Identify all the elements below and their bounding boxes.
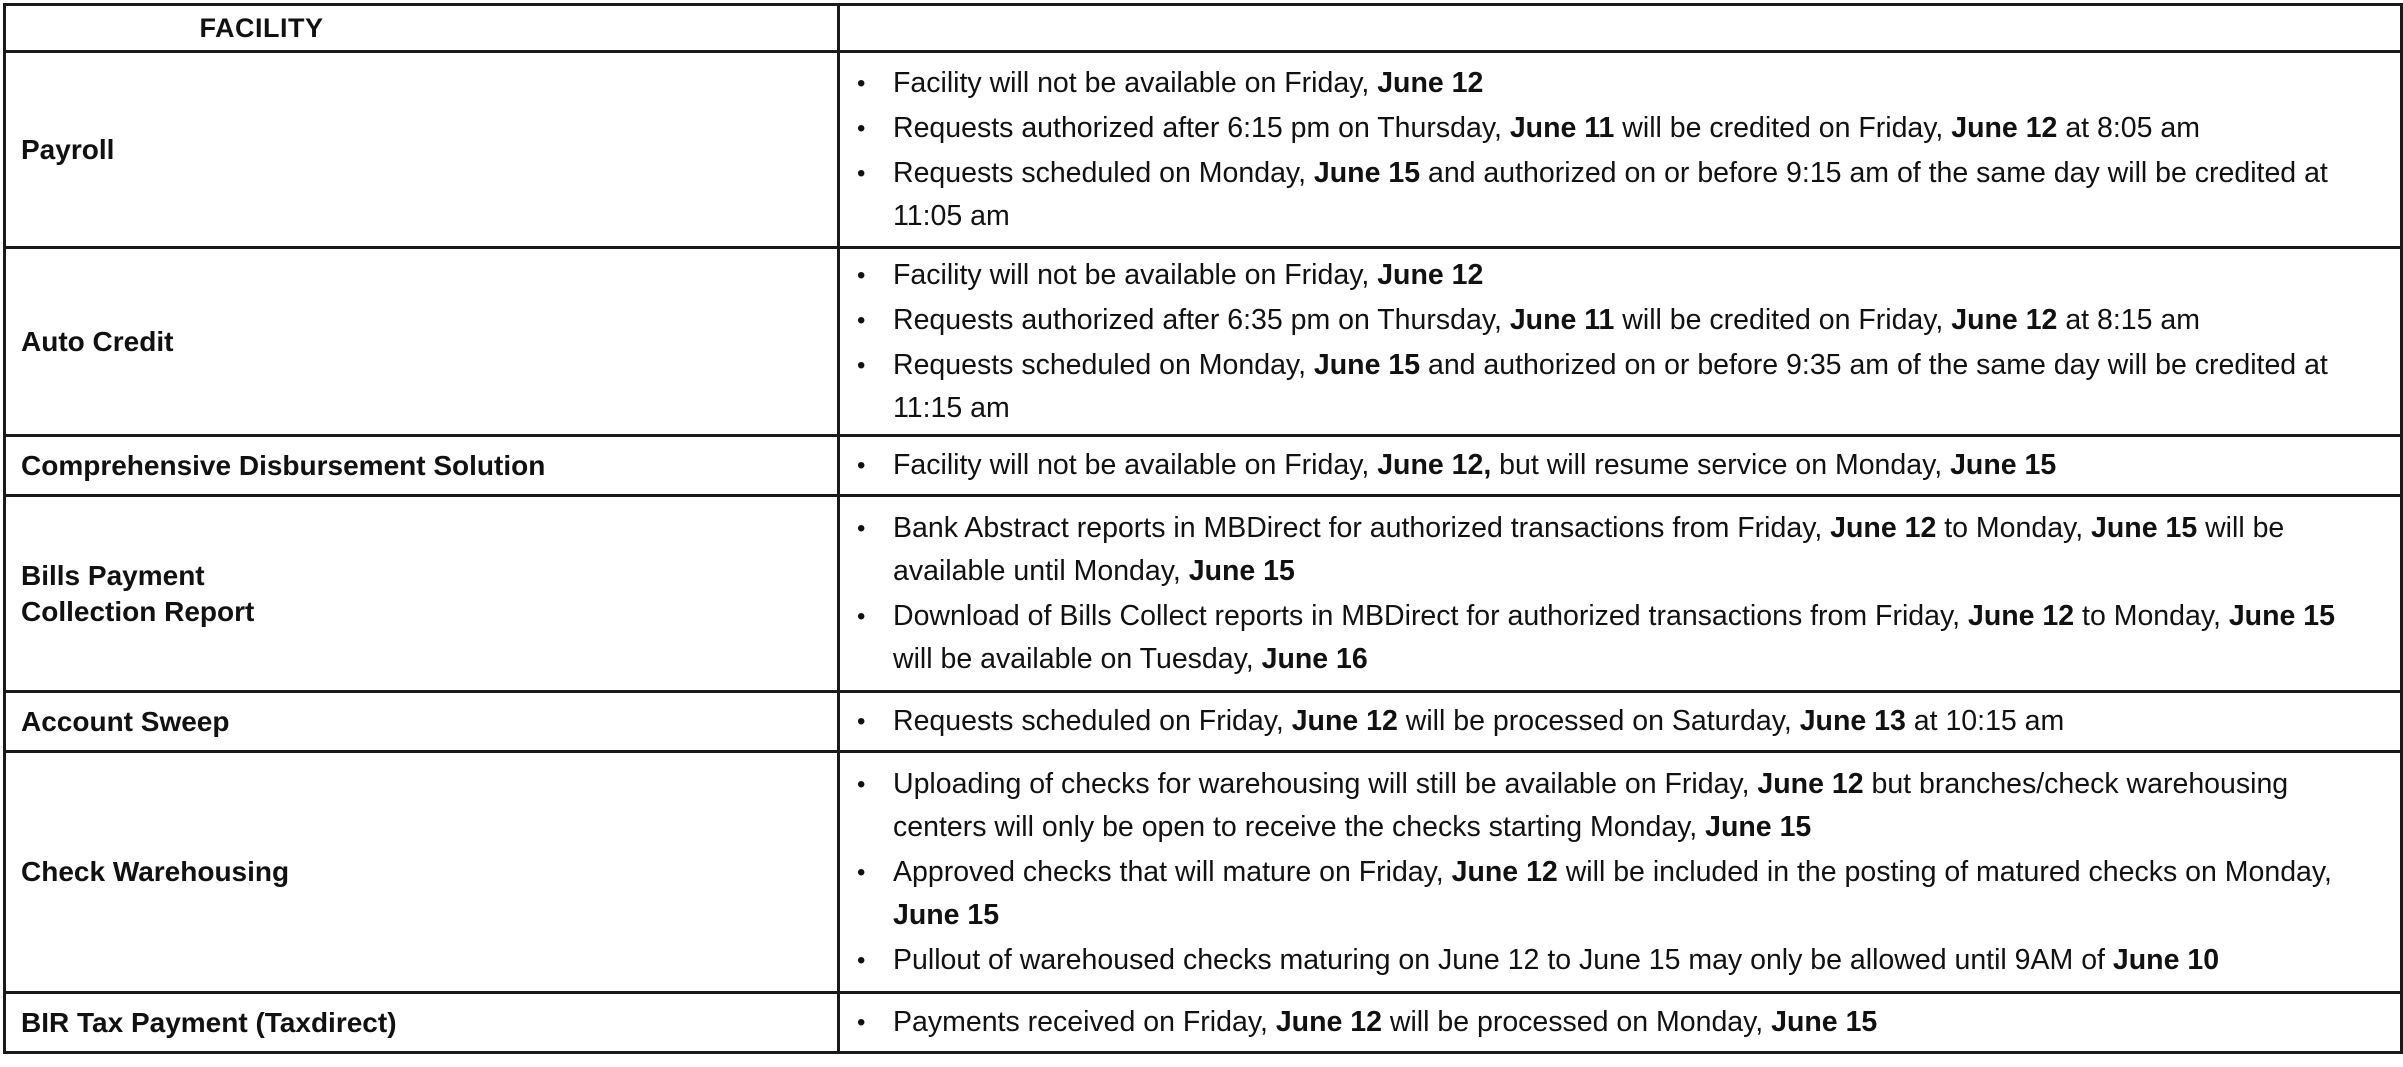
facility-name-bir-tax-payment [5,993,839,1053]
bullet-text: but will resume service on Monday, [1491,449,1951,481]
bullet-text: but branches/check warehousing centers will only be open to receive the checks starting Monday, [893,767,2289,843]
bullet-text: and authorized on or before 9:35 am of the same day will be credited at 11:15 am [893,348,2328,424]
date-emphasis: June 12 [1951,111,2058,144]
date-emphasis: June 12 [1951,303,2058,336]
bullet-text: to Monday, [1936,511,2092,544]
date-emphasis: June 12 [1377,66,1484,99]
date-emphasis: June 15 [2091,511,2198,544]
bullet-text: Requests authorized after 6:15 pm on Thursday, [893,111,1510,144]
date-emphasis: June 13 [1799,705,1906,737]
table-row [5,752,2402,993]
date-emphasis: June 12 [1291,705,1398,737]
table-header-row [5,5,2402,52]
facility-name-cds [5,436,839,496]
table-row [5,692,2402,752]
details-list [852,62,2370,238]
bullet-text: to Monday, [2074,599,2229,632]
bullet-text: Requests scheduled on Monday, [893,156,1314,189]
bullet-item [852,299,2370,342]
date-emphasis: June 15 [1313,156,1421,189]
table-row [5,496,2402,692]
facility-name-payroll [5,52,839,248]
date-emphasis: June 12 [1830,511,1937,544]
bullet-item [852,851,2370,937]
bullet-text: will be credited on Friday, [1614,111,1952,144]
bullet-item [852,700,2370,743]
bullet-text: will be included in the posting of matured checks on Monday, [1557,855,2332,888]
date-emphasis: June 11 [1509,303,1615,336]
bullet-text: Requests scheduled on Friday, [893,705,1292,737]
details-list [852,507,2370,681]
table-row [5,248,2402,436]
date-emphasis: June 15 [1313,348,1421,381]
facility-name-auto-credit [5,248,839,436]
date-emphasis: June 12 [1377,258,1484,291]
date-emphasis: June 12 [1275,1006,1382,1038]
table-row [5,993,2402,1053]
bullet-text: Download of Bills Collect reports in MBDirect for authorized transactions from Friday, [893,599,1968,632]
details-column-header [839,5,2402,52]
facility-name-line: Comprehensive Disbursement Solution [21,449,546,481]
bullet-text: Facility will not be available on Friday, [893,66,1378,99]
facility-details [839,496,2402,692]
table-row [5,436,2402,496]
bullet-text: Facility will not be available on Friday, [893,258,1378,291]
date-emphasis: June 15 [2228,599,2335,632]
bullet-item [852,763,2370,849]
bullet-item [852,507,2370,593]
bullet-text: at 10:15 am [1905,705,2065,737]
facility-name-account-sweep [5,692,839,752]
bullet-text: will be available on Tuesday, [893,642,1262,675]
facility-details [839,752,2402,993]
date-emphasis: June 10 [2112,943,2220,976]
table-row [5,52,2402,248]
facility-name-line: Auto Credit [21,325,174,357]
date-emphasis: June 11 [1509,111,1615,144]
details-list [852,700,2370,743]
bullet-text: Requests scheduled on Monday, [893,348,1314,381]
bullet-text: Uploading of checks for warehousing will still be available on Friday, [893,767,1758,800]
facility-details [839,436,2402,496]
bullet-item [852,595,2370,681]
date-emphasis: June 12 [1451,855,1558,888]
date-emphasis: June 15 [1705,810,1812,843]
bullet-item [852,1001,2370,1044]
details-list [852,444,2370,487]
bullet-text: at 8:15 am [2057,303,2200,336]
bullet-text: will be processed on Monday, [1381,1006,1772,1038]
date-emphasis: June 16 [1261,642,1368,675]
facility-name-line: Check Warehousing [21,856,290,887]
facility-name-line: BIR Tax Payment (Taxdirect) [21,1006,397,1038]
bullet-item [852,444,2370,487]
details-list [852,763,2370,982]
bullet-item [852,254,2370,297]
bullet-text: Requests authorized after 6:35 pm on Thursday, [893,303,1510,336]
date-emphasis: June 12 [1757,767,1864,800]
facility-schedule-table [3,3,2403,1054]
facility-column-header: FACILITY [5,5,839,52]
date-emphasis: June 15 [1771,1006,1878,1038]
bullet-item [852,107,2370,150]
bullet-item [852,344,2370,430]
facility-details [839,52,2402,248]
bullet-text: and authorized on or before 9:15 am of the same day will be credited at 11:05 am [893,156,2328,232]
facility-name-bills-payment [5,496,839,692]
bullet-text: Pullout of warehoused checks maturing on June 12 to June 15 may only be allowed until 9AM of [893,943,2113,976]
facility-details [839,248,2402,436]
facility-details [839,692,2402,752]
facility-details [839,993,2402,1053]
bullet-item [852,152,2370,238]
date-emphasis: June 12, [1377,449,1492,481]
bullet-text: Facility will not be available on Friday, [893,449,1378,481]
bullet-text: will be credited on Friday, [1614,303,1952,336]
facility-name-check-warehousing [5,752,839,993]
date-emphasis: June 15 [1188,554,1295,587]
facility-name-line: Collection Report [21,595,255,627]
date-emphasis: June 15 [1950,449,2057,481]
date-emphasis: June 15 [893,898,1000,931]
bullet-text: Bank Abstract reports in MBDirect for authorized transactions from Friday, [893,511,1831,544]
date-emphasis: June 12 [1967,599,2075,632]
bullet-text: Payments received on Friday, [893,1006,1276,1038]
bullet-item [852,62,2370,105]
facility-name-line: Bills Payment [21,559,205,591]
bullet-text: at 8:05 am [2057,111,2200,144]
bullet-text: will be processed on Saturday, [1397,705,1800,737]
bullet-text: will be available until Monday, [893,511,2285,587]
bullet-text: Approved checks that will mature on Friday, [893,855,1452,888]
bullet-item [852,939,2370,982]
details-list [852,1001,2370,1044]
details-list [852,254,2370,430]
facility-name-line: Account Sweep [21,705,230,737]
facility-name-line: Payroll [21,133,115,165]
